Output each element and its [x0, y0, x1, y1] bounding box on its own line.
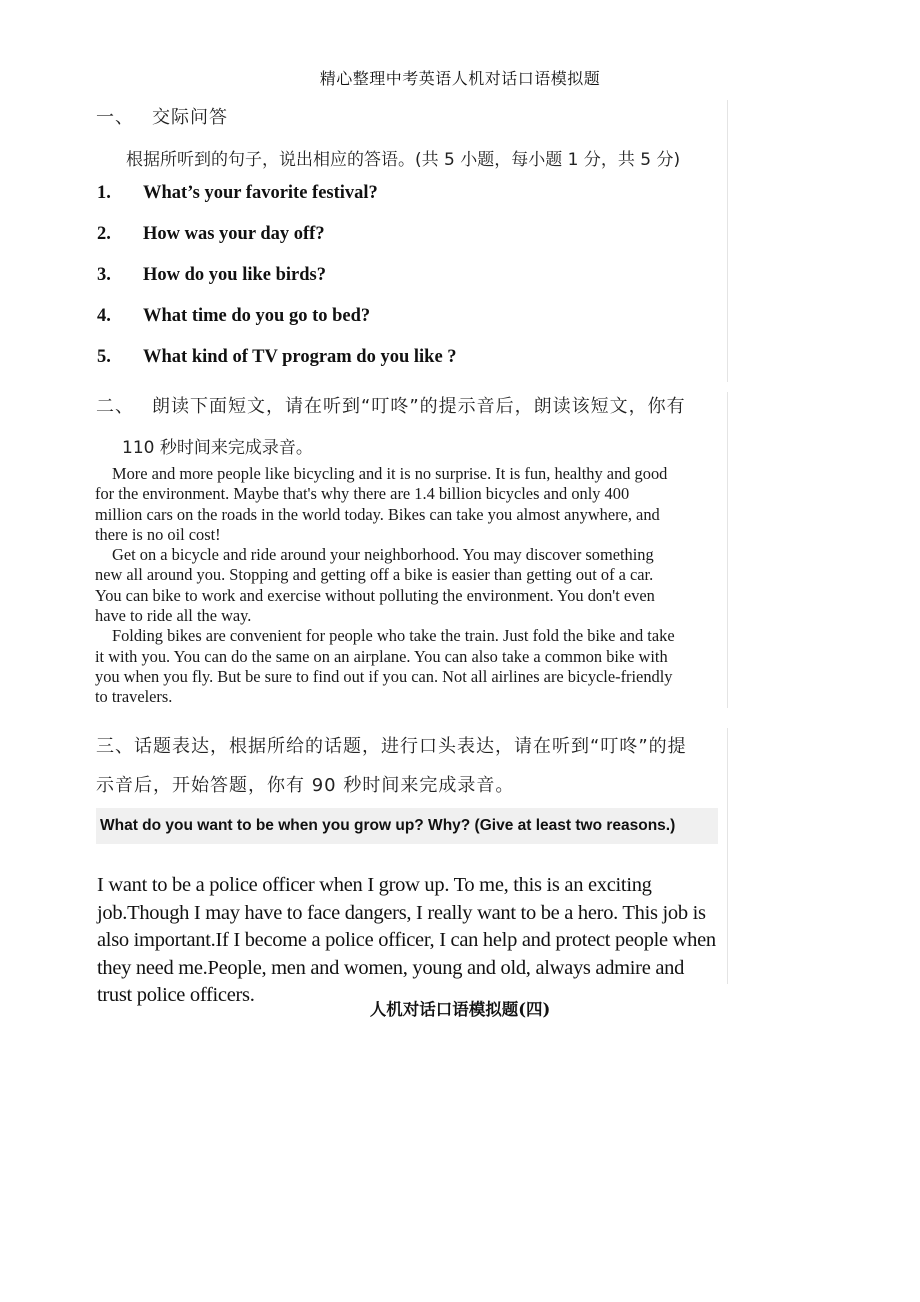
- section2-number: 二、: [96, 396, 134, 417]
- section3-heading: 三、话题表达，根据所给的话题，进行口头表达，请在听到“叮咚”的提: [96, 736, 687, 757]
- question-item: [97, 306, 457, 347]
- question-number: 3.: [97, 265, 111, 285]
- topic-question: What do you want to be when you grow up? Why? (Give at least two reasons.): [100, 817, 676, 834]
- section2-title: 朗读下面短文，请在听到“叮咚”的提示音后，朗读该短文，你有: [152, 396, 686, 417]
- question-text: How was your day off?: [143, 224, 325, 244]
- reading-passage: [95, 464, 675, 708]
- question-text: What kind of TV program do you like ?: [143, 347, 457, 367]
- section2-instruction: 110 秒时间来完成录音。: [122, 438, 313, 458]
- block-edge-divider: [727, 728, 728, 984]
- question-list: [97, 183, 457, 388]
- page-title: 精心整理中考英语人机对话口语模拟题: [319, 69, 601, 88]
- sample-answer: I want to be a police officer when I grow up. To me, this is an exciting job.Though I may have to face dangers, I really want to be a hero. This job is also important.If I become a police officer, I can help and protect people when they need me.People, men and women, young and old, always admire and trust police officers.: [97, 874, 716, 1006]
- topic-box: [96, 808, 718, 844]
- section1-title: 交际问答: [152, 107, 228, 128]
- passage-paragraph: Get on a bicycle and ride around your neighborhood. You may discover something new all around you. Stopping and getting off a bike is easier than getting out of a car. You can bike to work and exercise without polluting the environment. You don't even have to ride all the way.: [95, 545, 655, 626]
- section1-heading: [96, 103, 228, 129]
- question-item: [97, 224, 457, 265]
- block-edge-divider: [727, 392, 728, 708]
- question-number: 4.: [97, 306, 111, 326]
- section1-number: 一、: [96, 107, 134, 128]
- block-edge-divider: [727, 100, 728, 382]
- question-item: [97, 183, 457, 224]
- section3-instruction: 示音后，开始答题，你有 90 秒时间来完成录音。: [96, 775, 515, 796]
- question-item: [97, 347, 457, 388]
- question-number: 2.: [97, 224, 111, 244]
- section2-heading: [96, 392, 686, 418]
- passage-paragraph: More and more people like bicycling and it is no surprise. It is fun, healthy and good for the environment. Maybe that's why there are 1.4 billion bicycles and only 400 million cars on the roads in the world today. Bikes can take you almost anywhere, and there is no oil cost!: [95, 464, 668, 544]
- question-text: What’s your favorite festival?: [143, 183, 378, 203]
- question-number: 1.: [97, 183, 111, 203]
- question-item: [97, 265, 457, 306]
- passage-paragraph: Folding bikes are convenient for people who take the train. Just fold the bike and take it with you. You can do the same on an airplane. You can also take a common bike with you when you fly. But be sure to find out if you can. Not all airlines are bicycle-friendly to travelers.: [95, 626, 675, 707]
- section1-instruction: 根据所听到的句子，说出相应的答语。(共 5 小题，每小题 1 分，共 5 分): [126, 150, 681, 170]
- question-text: What time do you go to bed?: [143, 306, 371, 326]
- question-number: 5.: [97, 347, 111, 367]
- next-exam-title: 人机对话口语模拟题(四): [369, 1000, 551, 1019]
- question-text: How do you like birds?: [143, 265, 326, 285]
